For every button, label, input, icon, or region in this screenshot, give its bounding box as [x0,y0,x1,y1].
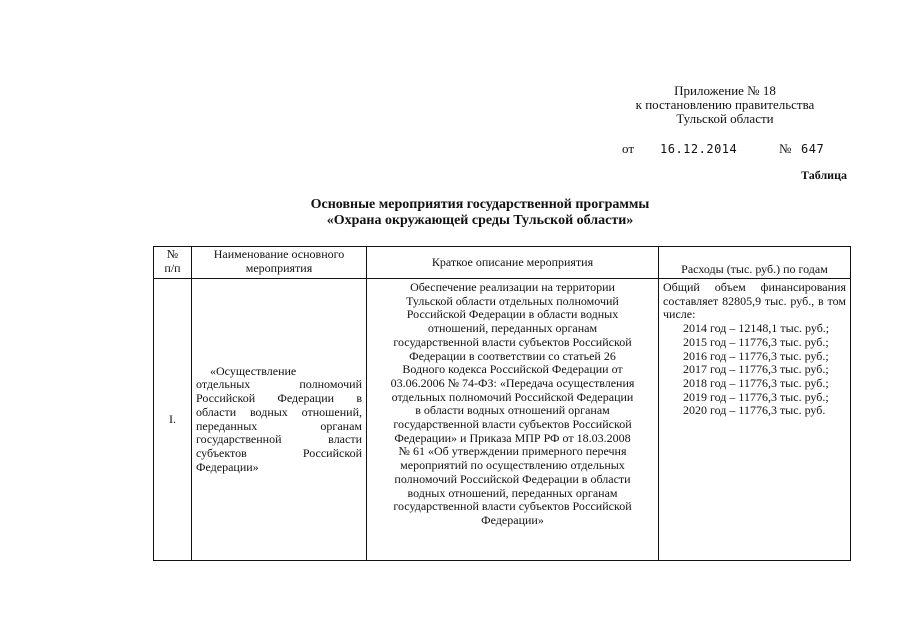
expenses-year-line: 2016 год – 11776,3 тыс. руб.; [683,348,829,363]
name-line: отдельных полномочий [196,377,362,392]
header-number-line-1: № [166,247,179,261]
description-line: отношений, переданных органам [427,321,598,336]
expenses-year-line: 2017 год – 11776,3 тыс. руб.; [683,362,829,377]
description-line: 03.06.2006 № 74-ФЗ: «Передача осуществления [390,375,635,390]
description-line: в области водных отношений органам [415,403,610,418]
name-line: переданных органам [196,418,362,433]
measures-table [153,246,851,561]
appendix-line-1: Приложение № 18 [674,83,776,98]
table-label: Таблица [801,168,847,182]
number-prefix: № [779,141,792,156]
description-line: Водного кодекса Российской Федерации от [402,362,623,377]
description-line: № 61 «Об утверждении примерного перечня [398,444,627,459]
description-line: государственной власти субъектов Российской [393,499,632,514]
name-line: Российской Федерации в [196,391,362,406]
row-number: I. [154,279,192,561]
title-line-2: «Охрана окружающей среды Тульской области» [326,213,634,228]
description-line: Федерации» и Приказа МПР РФ от 18.03.2008 [394,430,631,445]
description-line: Обеспечение реализации на территории [410,280,615,294]
date-value: 16.12.2014 [660,142,738,156]
name-line: Федерации» [196,459,259,474]
description-line: полномочий Российской Федерации в области [394,471,631,486]
expenses-year-line: 2018 год – 11776,3 тыс. руб.; [683,375,829,390]
description-line: водных отношений, переданных органам [407,485,618,500]
description-line: Тульской области отдельных полномочий [406,293,619,308]
appendix-line-2: к постановлению правительства [635,97,815,112]
table-row [154,279,851,561]
row-description [367,279,659,561]
description-line: государственной власти субъектов Российской [393,334,632,349]
name-line: области водных отношений, [196,404,362,419]
description-line: мероприятий по осуществлению отдельных [400,458,625,473]
header-number [154,247,192,279]
expenses-years [663,322,846,418]
expenses-year-line: 2015 год – 11776,3 тыс. руб.; [683,334,829,349]
description-line: государственной власти субъектов Российской [393,417,632,432]
expenses-year-line: 2014 год – 12148,1 тыс. руб.; [683,321,830,336]
name-line: «Осуществление [210,363,297,378]
description-line: отдельных полномочий Российской Федерации [391,389,634,404]
title-line-1: Основные мероприятия государственной программы [310,197,650,212]
name-line: субъектов Российской [196,445,362,460]
document-title [150,197,810,229]
expenses-year-line: 2019 год – 11776,3 тыс. руб.; [683,389,829,404]
appendix-block [560,84,890,126]
description-line: Федерации» [481,512,544,527]
header-name: Наименование основного мероприятия [192,247,367,279]
description-line: Федерации в соответствии со статьей 26 [409,348,616,363]
description-line: Российской Федерации в области водных [406,307,619,322]
appendix-line-3: Тульской области [676,111,774,126]
header-description: Краткое описание мероприятия [367,247,659,279]
date-prefix: от [622,141,635,156]
number-value: 647 [801,142,825,156]
header-expenses: Расходы (тыс. руб.) по годам [659,247,851,279]
expenses-intro: Общий объем финансирования составляет 82805,9 тыс. руб., в том числе: [663,280,846,322]
row-name [192,279,367,561]
name-line: государственной власти [196,432,362,447]
expenses-year-line: 2020 год – 11776,3 тыс. руб. [683,403,826,418]
row-expenses [659,279,851,561]
header-number-line-2: п/п [164,260,181,275]
